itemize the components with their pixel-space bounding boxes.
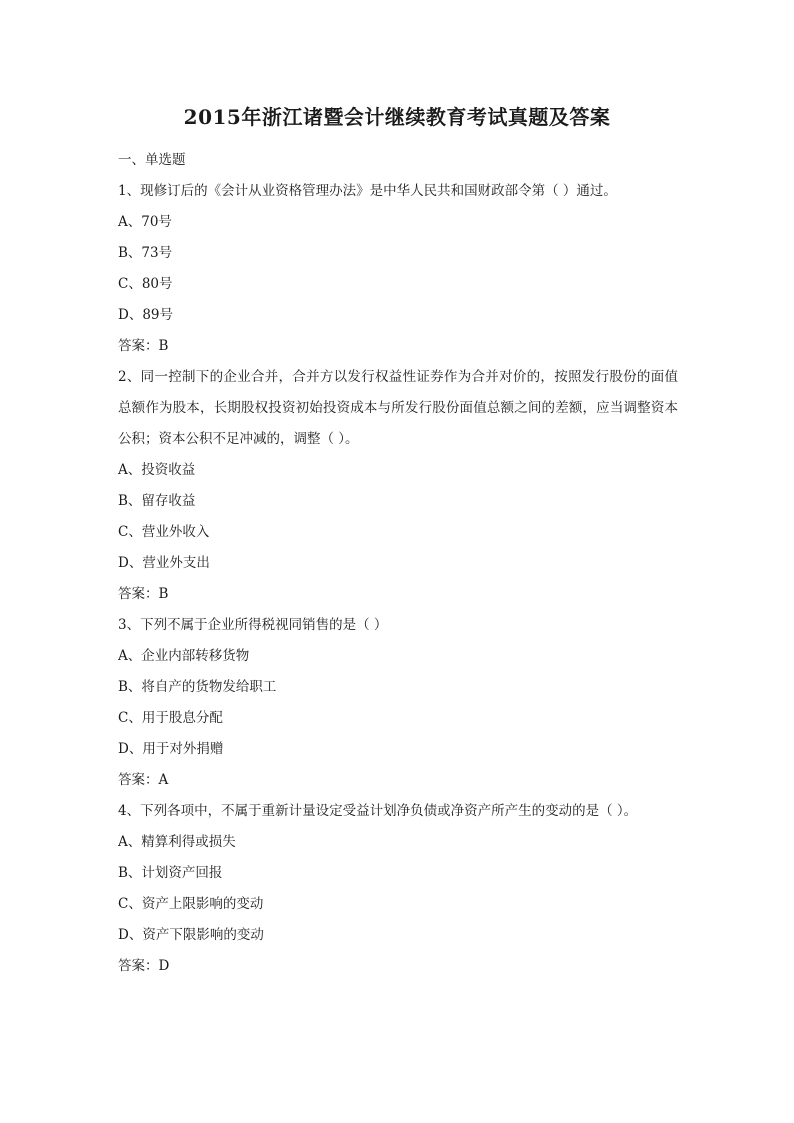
question-block bbox=[118, 796, 678, 982]
option-d: D、用于对外捐赠 bbox=[118, 741, 224, 757]
option-a: A、精算利得或损失 bbox=[118, 834, 236, 850]
option-c: C、营业外收入 bbox=[118, 524, 210, 540]
option-b: B、留存收益 bbox=[118, 493, 196, 509]
answer-line: 答案：A bbox=[118, 772, 169, 788]
question-stem: 1、现修订后的《会计从业资格管理办法》是中华人民共和国财政部令第（ ）通过。 bbox=[118, 183, 617, 199]
answer-line: 答案：B bbox=[118, 586, 169, 602]
option-d: D、营业外支出 bbox=[118, 555, 210, 571]
answer-line: 答案：D bbox=[118, 958, 170, 974]
answer-line: 答案：B bbox=[118, 338, 169, 354]
question-stem: 2、同一控制下的企业合并，合并方以发行权益性证券作为合并对价的，按照发行股份的面值总额作为股本，长期股权投资初始投资成本与所发行股份面值总额之间的差额，应当调整资本公积；资本公积不足冲减的，调整（ ）。 bbox=[118, 369, 678, 447]
option-a: A、企业内部转移货物 bbox=[118, 648, 250, 664]
option-b: B、计划资产回报 bbox=[118, 865, 223, 881]
question-stem: 4、下列各项中，不属于重新计量设定受益计划净负债或净资产所产生的变动的是（ ）。 bbox=[118, 803, 638, 819]
option-c: C、资产上限影响的变动 bbox=[118, 896, 264, 912]
question-block bbox=[118, 176, 678, 362]
option-a: A、70号 bbox=[118, 214, 172, 230]
option-d: D、89号 bbox=[118, 307, 174, 323]
option-d: D、资产下限影响的变动 bbox=[118, 927, 264, 943]
option-b: B、73号 bbox=[118, 245, 173, 261]
question-block bbox=[118, 610, 678, 796]
document-body bbox=[118, 145, 678, 982]
option-b: B、将自产的货物发给职工 bbox=[118, 679, 277, 695]
document-title: 2015年浙江诸暨会计继续教育考试真题及答案 bbox=[183, 105, 611, 129]
question-block bbox=[118, 362, 678, 610]
question-stem: 3、下列不属于企业所得税视同销售的是（ ） bbox=[118, 617, 388, 633]
section-heading: 一、单选题 bbox=[118, 152, 186, 168]
option-a: A、投资收益 bbox=[118, 462, 196, 478]
option-c: C、80号 bbox=[118, 276, 173, 292]
option-c: C、用于股息分配 bbox=[118, 710, 223, 726]
